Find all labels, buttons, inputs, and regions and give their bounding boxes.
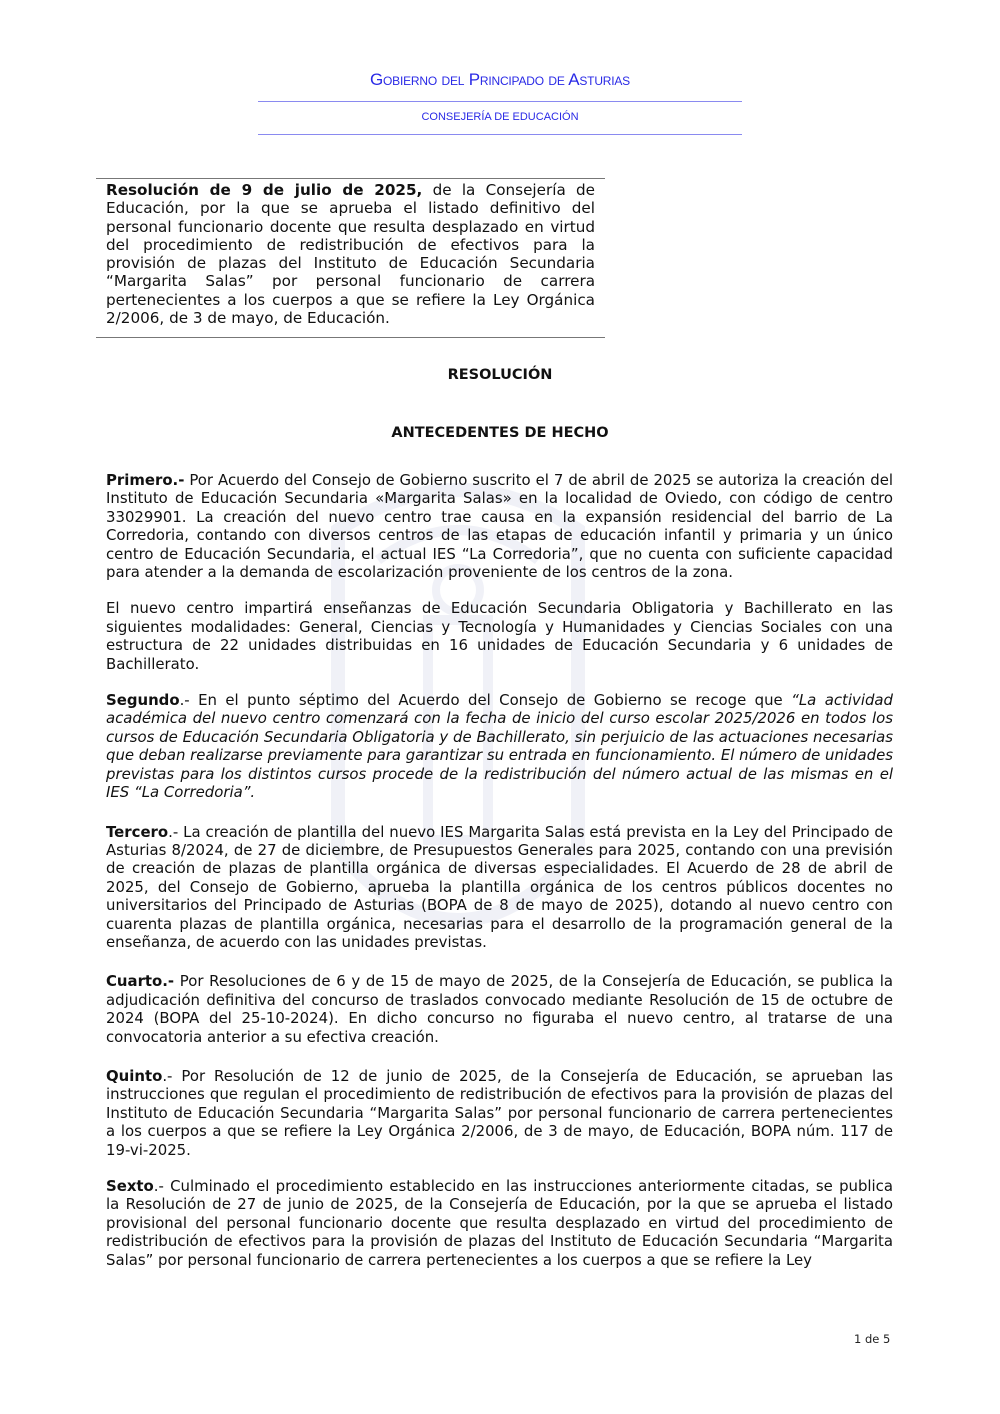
paragraph-text: El nuevo centro impartirá enseñanzas de Educación Secundaria Obligatoria y Bachillerato en las siguientes modalidades: General, Ciencias y Tecnología y Humanidades y Ciencias Sociales con una estructura de 22 unidades distribuidas en 16 unidades de Educación Secundaria y 6 unidades de Bachillerato. <box>106 599 893 673</box>
paragraph-lead: Sexto <box>106 1177 154 1195</box>
summary-text: de la Consejería de Educación, por la que se aprueba el listado definitivo del personal funcionario docente que resulta desplazado en virtud del procedimiento de redistribución de efectivos para la provisión de plazas del Instituto de Educación Secundaria “Margarita Salas” por personal funcionario de carrera pertenecientes a los cuerpos a que se refiere la Ley Orgánica 2/2006, de 3 de mayo, de Educación. <box>106 181 595 328</box>
department-header-subtitle: CONSEJERÍA DE EDUCACIÓN <box>421 111 579 123</box>
summary-lead: Resolución de 9 de julio de 2025, <box>106 181 423 199</box>
paragraph-quote: “La actividad académica del nuevo centro comenzará con la fecha de inicio del curso escolar 2025/2026 en todos los cursos de Educación Secundaria Obligatoria y de Bachillerato, sin perjuicio de las actuaciones necesarias que deban realizarse previamente para garantizar su entrada en funcionamiento. El número de unidades previstas para los distintos cursos procede de la redistribución del número actual de las mismas en el IES “La Corredoria”. <box>106 691 893 802</box>
paragraph-text: .- La creación de plantilla del nuevo IES Margarita Salas está prevista en la Ley del Principado de Asturias 8/2024, de 27 de diciembre, de Presupuestos Generales para 2025, contando con una previsión de creación de plazas de plantilla orgánica de diversas especialidades. El Acuerdo de 28 de abril de 2025, del Consejo de Gobierno, aprueba la plantilla orgánica de los centros públicos docentes no universitarios del Principado de Asturias (BOPA de 8 de mayo de 2025), dotando al nuevo centro con cuarenta plazas de plantilla orgánica, necesarias para el desarrollo de la programación general de la enseñanza, de acuerdo con las unidades previstas. <box>106 822 893 951</box>
paragraph-tercero <box>106 823 893 952</box>
paragraph-text: .- Culminado el procedimiento establecido en las instrucciones anteriormente citadas, se publica la Resolución de 27 de junio de 2025, de la Consejería de Educación, por la que se aprueba el listado provisional del personal funcionario docente que resulta desplazado en virtud del procedimiento de redistribución de efectivos para la provisión de plazas del Instituto de Educación Secundaria “Margarita Salas” por personal funcionario de carrera pertenecientes a los cuerpos a que se refiere la Ley <box>106 1177 893 1269</box>
paragraph-cuarto <box>106 972 893 1046</box>
paragraph-lead: Tercero <box>106 822 169 841</box>
section-heading-antecedentes: ANTECEDENTES DE HECHO <box>391 425 609 441</box>
paragraph-sexto <box>106 1177 893 1269</box>
document-body <box>106 471 893 1287</box>
paragraph-lead: Segundo <box>106 691 180 710</box>
paragraph-text: Por Acuerdo del Consejo de Gobierno suscrito el 7 de abril de 2025 se autoriza la creación del Instituto de Educación Secundaria «Margarita Salas» en la localidad de Oviedo, con código de centro 33029901. La creación del nuevo centro trae causa en la expansión residencial del barrio de La Corredoria, contando con diversos centros de las etapas de educación infantil y primaria y un único centro de Educación Secundaria, el actual IES “La Corredoria”, que no cuenta con suficiente capacidad para atender a la demanda de escolarización proveniente de los centros de la zona. <box>106 471 893 582</box>
government-header-title: Gobierno del Principado de Asturias <box>369 70 630 89</box>
paragraph-primero <box>106 471 893 581</box>
paragraph-text: Por Resoluciones de 6 y de 15 de mayo de 2025, de la Consejería de Educación, se publica la adjudicación definitiva del concurso de traslados convocado mediante Resolución de 15 de octubre de 2024 (BOPA del 25-10-2024). En dicho concurso no figuraba el nuevo centro, al tratarse de una convocatoria anterior a su efectiva creación. <box>106 972 893 1046</box>
paragraph-primero-cont <box>106 599 893 673</box>
resolution-summary-box <box>96 178 605 338</box>
section-heading-resolucion: RESOLUCIÓN <box>447 367 553 383</box>
page-number: 1 de 5 <box>854 1332 891 1346</box>
paragraph-lead: Cuarto.- <box>106 972 175 991</box>
header-rule-top <box>258 101 742 102</box>
paragraph-lead: Quinto <box>106 1066 163 1085</box>
paragraph-text: .- Por Resolución de 12 de junio de 2025, de la Consejería de Educación, se aprueban las instrucciones que regulan el procedimiento de redistribución de efectivos para la provisión de plazas del Instituto de Educación Secundaria “Margarita Salas” por personal funcionario de carrera pertenecientes a los cuerpos a que se refiere la Ley Orgánica 2/2006, de 3 de mayo, de Educación, BOPA núm. 117 de 19-vi-2025. <box>106 1066 893 1159</box>
paragraph-lead: Primero.- <box>106 471 185 489</box>
paragraph-text: .- En el punto séptimo del Acuerdo del Consejo de Gobierno se recoge que <box>179 691 792 710</box>
paragraph-quinto <box>106 1067 893 1159</box>
header-rule-bottom <box>258 134 742 135</box>
paragraph-segundo <box>106 691 893 801</box>
resolution-summary <box>106 181 595 327</box>
